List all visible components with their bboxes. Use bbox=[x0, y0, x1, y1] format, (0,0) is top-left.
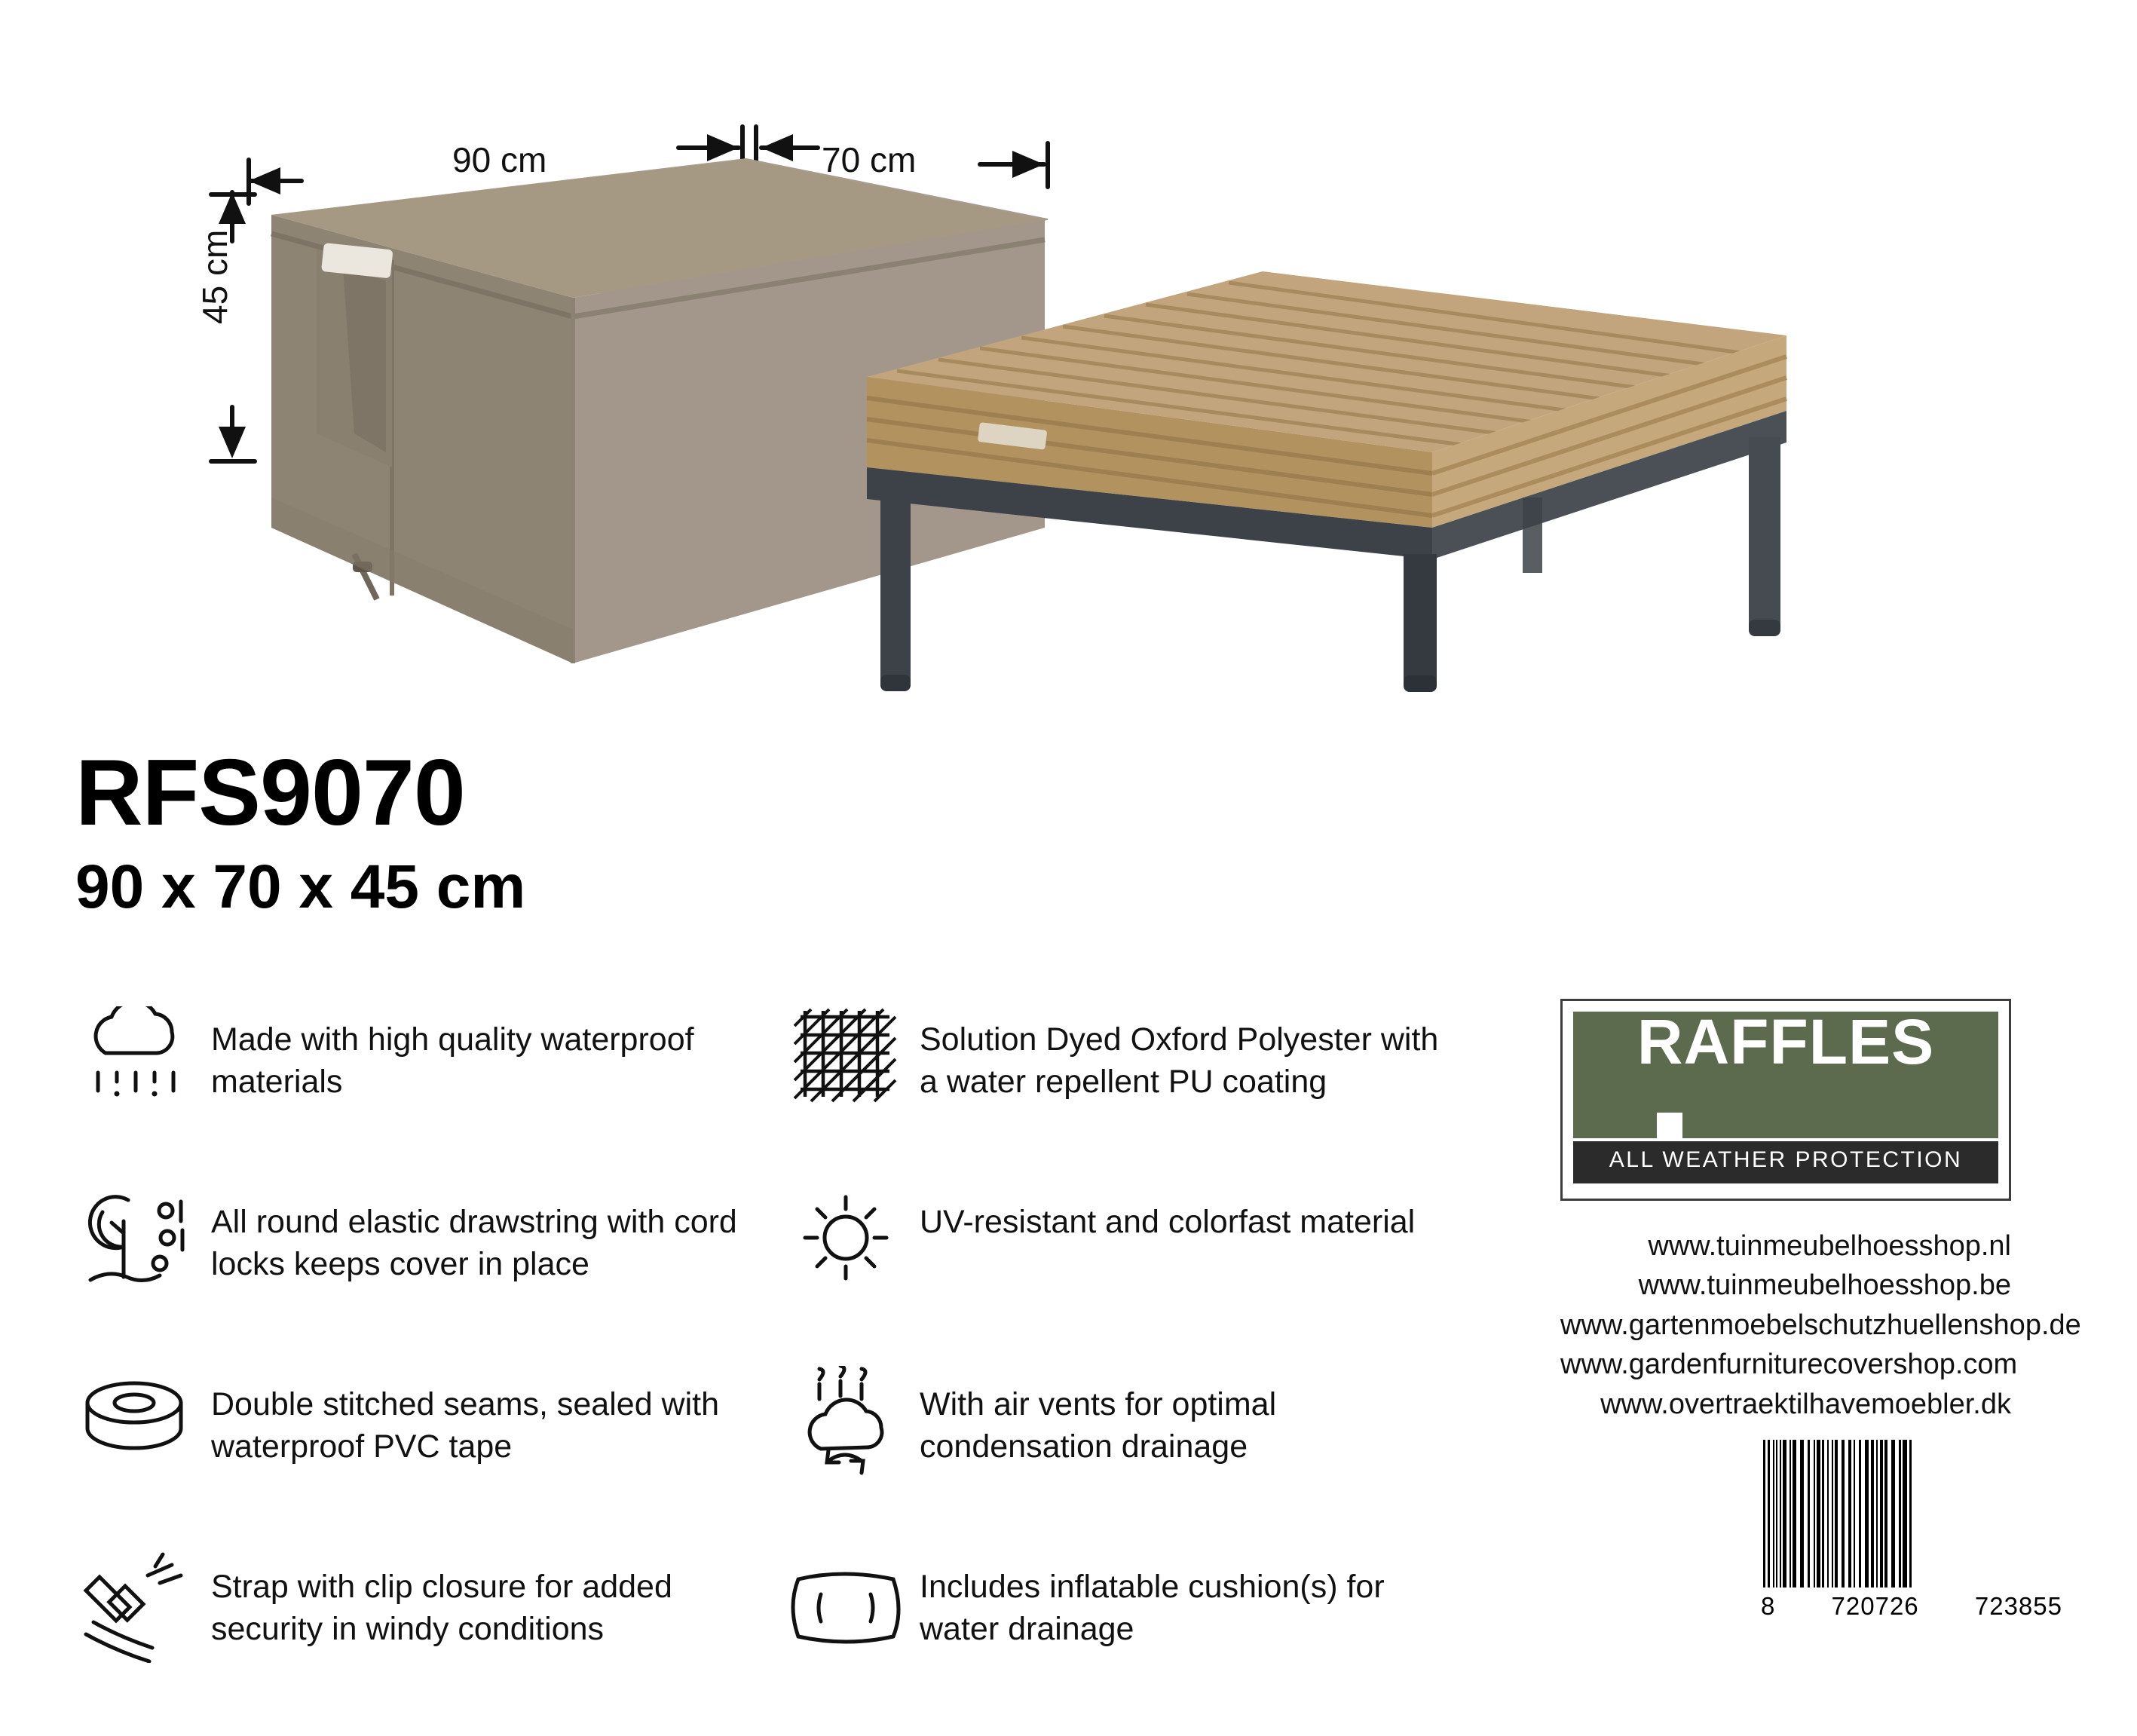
product-dimensions-text: 90 x 70 x 45 cm bbox=[75, 853, 526, 921]
feature-list-right bbox=[776, 1003, 1455, 1732]
feature-item bbox=[776, 1367, 1455, 1496]
logo-tagline: ALL WEATHER PROTECTION bbox=[1609, 1147, 1963, 1172]
feature-item bbox=[776, 1550, 1455, 1678]
barcode-bars bbox=[1761, 1440, 2059, 1588]
inflatable-cushion-icon bbox=[776, 1550, 920, 1663]
feature-item bbox=[776, 1185, 1455, 1313]
website-link[interactable]: www.tuinmeubelhoesshop.nl bbox=[1648, 1230, 2011, 1262]
feature-item bbox=[68, 1550, 746, 1678]
feature-label: UV-resistant and colorfast material bbox=[920, 1204, 1416, 1240]
feature-item bbox=[776, 1003, 1455, 1131]
feature-label: All round elastic drawstring with cord locks keeps cover in place bbox=[211, 1204, 737, 1282]
barcode-group-two: 723855 bbox=[1974, 1592, 2062, 1620]
feature-label: Solution Dyed Oxford Polyester with a water repellent PU coating bbox=[920, 1021, 1439, 1100]
product-code: RFS9070 bbox=[75, 741, 465, 845]
feature-list-left bbox=[68, 1003, 746, 1732]
website-list bbox=[1560, 1226, 2081, 1424]
dimension-label-depth: 70 cm bbox=[822, 140, 917, 179]
feature-item bbox=[68, 1003, 746, 1131]
barcode-lead-digit: 8 bbox=[1761, 1592, 1776, 1620]
feature-label: With air vents for optimal condensation drainage bbox=[920, 1386, 1277, 1465]
dimension-label-height: 45 cm bbox=[195, 229, 234, 324]
feature-label: Strap with clip closure for added security in windy conditions bbox=[211, 1569, 672, 1647]
strap-clip-icon bbox=[68, 1550, 211, 1663]
windy-tree-icon bbox=[68, 1185, 211, 1298]
feature-item bbox=[68, 1367, 746, 1496]
brand-block bbox=[1560, 999, 2081, 1424]
rain-cloud-icon bbox=[68, 1003, 211, 1116]
fabric-weave-icon bbox=[776, 1003, 920, 1116]
raffles-logo bbox=[1560, 999, 2011, 1201]
feature-label: Made with high quality waterproof materials bbox=[211, 1021, 694, 1100]
product-illustration bbox=[0, 0, 2137, 724]
logo-brand-name: RAFFLES bbox=[1636, 1006, 1935, 1077]
website-link[interactable]: www.gartenmoebelschutzhuellenshop.de bbox=[1560, 1309, 2081, 1341]
product-title-block bbox=[75, 741, 526, 921]
website-link[interactable]: www.gardenfurniturecovershop.com bbox=[1560, 1349, 2018, 1381]
feature-label: Includes inflatable cushion(s) for water drainage bbox=[920, 1569, 1385, 1647]
website-link[interactable]: www.overtraektilhavemoebler.dk bbox=[1600, 1388, 2011, 1420]
tape-roll-icon bbox=[68, 1367, 211, 1480]
website-link[interactable]: www.tuinmeubelhoesshop.be bbox=[1638, 1269, 2011, 1302]
dimension-label-width: 90 cm bbox=[452, 140, 547, 179]
feature-item bbox=[68, 1185, 746, 1313]
air-vent-cloud-icon bbox=[776, 1367, 920, 1480]
barcode-digits bbox=[1761, 1592, 2062, 1621]
barcode-group-one: 720726 bbox=[1831, 1592, 1919, 1620]
barcode bbox=[1761, 1440, 2062, 1621]
sun-icon bbox=[776, 1185, 920, 1298]
feature-label: Double stitched seams, sealed with waterproof PVC tape bbox=[211, 1386, 720, 1465]
